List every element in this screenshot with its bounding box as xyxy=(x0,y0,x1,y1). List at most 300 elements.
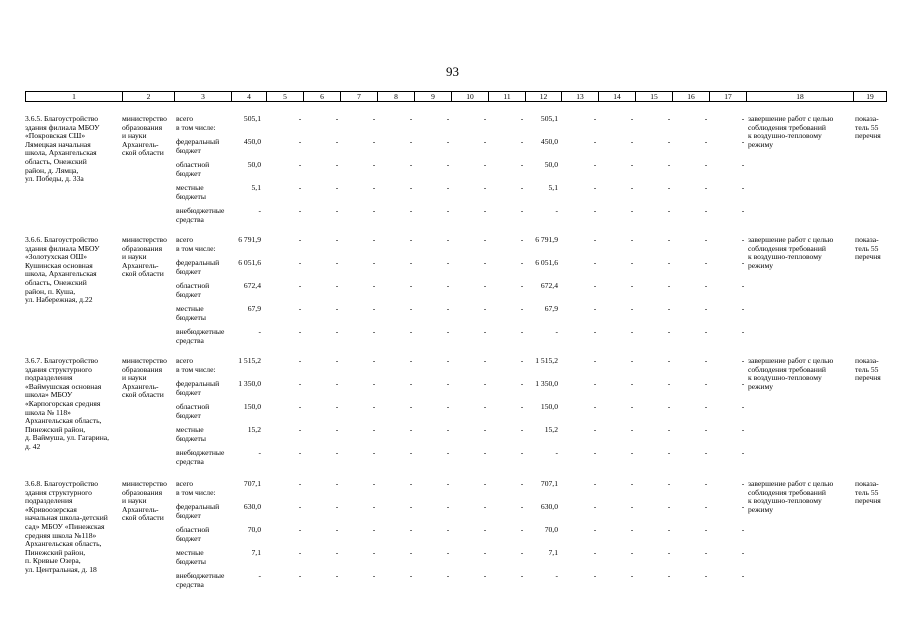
empty-value-dash: - xyxy=(520,548,524,557)
total-value: 70,0 xyxy=(247,525,261,534)
total-value: 672,4 xyxy=(243,281,261,290)
empty-value-dash: - xyxy=(372,304,376,313)
empty-value-dash: - xyxy=(630,327,634,336)
empty-value-dash: - xyxy=(372,502,376,511)
empty-value-dash: - xyxy=(298,304,302,313)
empty-value-dash: - xyxy=(372,281,376,290)
result-description: завершение работ с целью соблюдения требований к воздушно-тепловому режиму xyxy=(748,235,834,270)
empty-value-dash: - xyxy=(446,183,450,192)
empty-value-dash: - xyxy=(630,235,634,244)
column-12-value: 15,2 xyxy=(544,425,558,434)
empty-value-dash: - xyxy=(520,327,524,336)
total-value: 630,0 xyxy=(243,502,261,511)
empty-value-dash: - xyxy=(593,448,597,457)
executor: министерство образования и науки Архангель- ской области xyxy=(122,235,167,279)
empty-value-dash: - xyxy=(372,525,376,534)
empty-value-dash: - xyxy=(593,235,597,244)
empty-value-dash: - xyxy=(630,258,634,267)
empty-value-dash: - xyxy=(483,160,487,169)
empty-value-dash: - xyxy=(298,114,302,123)
empty-value-dash: - xyxy=(741,160,745,169)
empty-value-dash: - xyxy=(298,479,302,488)
empty-value-dash: - xyxy=(520,137,524,146)
funding-source-label: местные бюджеты xyxy=(176,548,206,566)
column-header-5: 5 xyxy=(267,92,304,102)
empty-value-dash: - xyxy=(446,571,450,580)
empty-value-dash: - xyxy=(741,183,745,192)
empty-value-dash: - xyxy=(409,479,413,488)
empty-value-dash: - xyxy=(335,183,339,192)
empty-value-dash: - xyxy=(593,356,597,365)
indicator: показа- тель 55 перечня xyxy=(855,235,881,262)
column-header-17: 17 xyxy=(710,92,747,102)
column-12-value: 6 791,9 xyxy=(535,235,558,244)
empty-value-dash: - xyxy=(483,525,487,534)
empty-value-dash: - xyxy=(704,235,708,244)
funding-source-label: федеральный бюджет xyxy=(176,379,220,397)
empty-value-dash: - xyxy=(446,502,450,511)
empty-value-dash: - xyxy=(741,502,745,511)
empty-value-dash: - xyxy=(630,114,634,123)
empty-value-dash: - xyxy=(446,114,450,123)
empty-value-dash: - xyxy=(593,258,597,267)
empty-value-dash: - xyxy=(741,304,745,313)
empty-value-dash: - xyxy=(667,137,671,146)
empty-value-dash: - xyxy=(630,479,634,488)
empty-value-dash: - xyxy=(667,327,671,336)
empty-value-dash: - xyxy=(704,571,708,580)
indicator: показа- тель 55 перечня xyxy=(855,114,881,141)
total-value: 150,0 xyxy=(243,402,261,411)
funding-source-label: всего в том числе: xyxy=(176,114,216,132)
empty-value-dash: - xyxy=(483,304,487,313)
empty-value-dash: - xyxy=(741,206,745,215)
empty-value-dash: - xyxy=(593,304,597,313)
empty-value-dash: - xyxy=(446,402,450,411)
empty-value-dash: - xyxy=(298,402,302,411)
empty-value-dash: - xyxy=(667,356,671,365)
column-header-13: 13 xyxy=(562,92,599,102)
executor: министерство образования и науки Архангель- ской области xyxy=(122,356,167,400)
empty-value-dash: - xyxy=(335,258,339,267)
empty-value-dash: - xyxy=(335,160,339,169)
empty-value-dash: - xyxy=(593,571,597,580)
empty-value-dash: - xyxy=(520,525,524,534)
empty-value-dash: - xyxy=(520,479,524,488)
total-value: - xyxy=(258,206,261,215)
empty-value-dash: - xyxy=(630,183,634,192)
empty-value-dash: - xyxy=(335,448,339,457)
empty-value-dash: - xyxy=(372,571,376,580)
empty-value-dash: - xyxy=(335,281,339,290)
page-number: 93 xyxy=(446,64,459,79)
column-12-value: 5,1 xyxy=(548,183,558,192)
empty-value-dash: - xyxy=(372,327,376,336)
column-header-19: 19 xyxy=(854,92,887,102)
empty-value-dash: - xyxy=(483,183,487,192)
empty-value-dash: - xyxy=(667,114,671,123)
total-value: 67,9 xyxy=(247,304,261,313)
empty-value-dash: - xyxy=(667,258,671,267)
empty-value-dash: - xyxy=(520,281,524,290)
total-value: - xyxy=(258,448,261,457)
empty-value-dash: - xyxy=(520,160,524,169)
empty-value-dash: - xyxy=(593,379,597,388)
empty-value-dash: - xyxy=(409,235,413,244)
column-12-value: 50,0 xyxy=(544,160,558,169)
empty-value-dash: - xyxy=(298,448,302,457)
empty-value-dash: - xyxy=(593,281,597,290)
empty-value-dash: - xyxy=(409,114,413,123)
empty-value-dash: - xyxy=(741,235,745,244)
empty-value-dash: - xyxy=(667,448,671,457)
empty-value-dash: - xyxy=(667,425,671,434)
empty-value-dash: - xyxy=(446,235,450,244)
empty-value-dash: - xyxy=(520,114,524,123)
funding-source-label: всего в том числе: xyxy=(176,356,216,374)
empty-value-dash: - xyxy=(298,160,302,169)
total-value: 707,1 xyxy=(243,479,261,488)
empty-value-dash: - xyxy=(409,525,413,534)
empty-value-dash: - xyxy=(704,304,708,313)
empty-value-dash: - xyxy=(667,304,671,313)
empty-value-dash: - xyxy=(741,356,745,365)
total-value: 1 515,2 xyxy=(238,356,261,365)
empty-value-dash: - xyxy=(409,356,413,365)
column-header-15: 15 xyxy=(636,92,673,102)
empty-value-dash: - xyxy=(372,548,376,557)
empty-value-dash: - xyxy=(372,160,376,169)
empty-value-dash: - xyxy=(704,402,708,411)
empty-value-dash: - xyxy=(298,137,302,146)
empty-value-dash: - xyxy=(372,448,376,457)
empty-value-dash: - xyxy=(630,425,634,434)
column-12-value: - xyxy=(555,327,558,336)
empty-value-dash: - xyxy=(593,206,597,215)
empty-value-dash: - xyxy=(704,502,708,511)
empty-value-dash: - xyxy=(372,402,376,411)
empty-value-dash: - xyxy=(667,548,671,557)
column-header-2: 2 xyxy=(123,92,175,102)
empty-value-dash: - xyxy=(704,258,708,267)
funding-source-label: федеральный бюджет xyxy=(176,258,220,276)
item-description: 3.6.5. Благоустройство здания филиала МБОУ «Покровская СШ» Лямецкая начальная школа, Архангельская область, Онежский район, д. Лямца, ул. Победы, д. 33а xyxy=(25,114,100,184)
empty-value-dash: - xyxy=(593,183,597,192)
empty-value-dash: - xyxy=(520,448,524,457)
empty-value-dash: - xyxy=(630,356,634,365)
empty-value-dash: - xyxy=(593,160,597,169)
empty-value-dash: - xyxy=(630,448,634,457)
funding-source-label: областной бюджет xyxy=(176,160,210,178)
empty-value-dash: - xyxy=(372,425,376,434)
column-12-value: 707,1 xyxy=(540,479,558,488)
column-header-18: 18 xyxy=(747,92,854,102)
empty-value-dash: - xyxy=(298,571,302,580)
empty-value-dash: - xyxy=(372,137,376,146)
total-value: - xyxy=(258,571,261,580)
empty-value-dash: - xyxy=(409,425,413,434)
empty-value-dash: - xyxy=(741,525,745,534)
empty-value-dash: - xyxy=(667,235,671,244)
column-12-value: 450,0 xyxy=(540,137,558,146)
empty-value-dash: - xyxy=(335,402,339,411)
item-description: 3.6.8. Благоустройство здания структурного подразделения «Кривоозерская начальная школа-детский сад» МБОУ «Пинежская средняя школа №118» Архангельская область, Пинежский район, п. Кривые Озера, ул. Центральная, д. 18 xyxy=(25,479,108,574)
empty-value-dash: - xyxy=(741,327,745,336)
empty-value-dash: - xyxy=(520,206,524,215)
funding-source-label: местные бюджеты xyxy=(176,304,206,322)
total-value: 15,2 xyxy=(247,425,261,434)
empty-value-dash: - xyxy=(446,379,450,388)
empty-value-dash: - xyxy=(335,425,339,434)
result-description: завершение работ с целью соблюдения требований к воздушно-тепловому режиму xyxy=(748,114,834,149)
empty-value-dash: - xyxy=(409,402,413,411)
program-item-block xyxy=(25,357,881,472)
funding-source-label: всего в том числе: xyxy=(176,235,216,253)
empty-value-dash: - xyxy=(483,281,487,290)
empty-value-dash: - xyxy=(593,327,597,336)
empty-value-dash: - xyxy=(741,479,745,488)
funding-source-label: областной бюджет xyxy=(176,525,210,543)
empty-value-dash: - xyxy=(335,114,339,123)
empty-value-dash: - xyxy=(446,425,450,434)
indicator: показа- тель 55 перечня xyxy=(855,479,881,506)
column-12-value: 7,1 xyxy=(548,548,558,557)
item-description: 3.6.6. Благоустройство здания филиала МБОУ «Золотухская ОШ» Кушинская основная школа, Архангельская область, Онежский район, п. Куша, ул. Набережная, д.22 xyxy=(25,235,100,305)
empty-value-dash: - xyxy=(704,379,708,388)
item-description: 3.6.7. Благоустройство здания структурного подразделения «Ваймушская основная школа» МБОУ «Карпогорская средняя школа № 118» Архангельская область, Пинежский район, д. Ваймуша, ул. Гагарина, д. 42 xyxy=(25,356,110,451)
program-item-block xyxy=(25,115,881,230)
empty-value-dash: - xyxy=(298,525,302,534)
empty-value-dash: - xyxy=(409,448,413,457)
empty-value-dash: - xyxy=(704,160,708,169)
empty-value-dash: - xyxy=(630,571,634,580)
total-value: 7,1 xyxy=(251,548,261,557)
empty-value-dash: - xyxy=(741,281,745,290)
empty-value-dash: - xyxy=(298,327,302,336)
empty-value-dash: - xyxy=(483,137,487,146)
column-12-value: - xyxy=(555,448,558,457)
empty-value-dash: - xyxy=(409,281,413,290)
empty-value-dash: - xyxy=(630,281,634,290)
empty-value-dash: - xyxy=(446,327,450,336)
empty-value-dash: - xyxy=(704,356,708,365)
empty-value-dash: - xyxy=(667,206,671,215)
empty-value-dash: - xyxy=(667,525,671,534)
empty-value-dash: - xyxy=(298,183,302,192)
empty-value-dash: - xyxy=(667,402,671,411)
empty-value-dash: - xyxy=(483,479,487,488)
column-header-1: 1 xyxy=(26,92,123,102)
empty-value-dash: - xyxy=(704,327,708,336)
empty-value-dash: - xyxy=(483,502,487,511)
empty-value-dash: - xyxy=(335,525,339,534)
empty-value-dash: - xyxy=(298,548,302,557)
total-value: 6 051,6 xyxy=(238,258,261,267)
total-value: 450,0 xyxy=(243,137,261,146)
empty-value-dash: - xyxy=(593,114,597,123)
empty-value-dash: - xyxy=(630,379,634,388)
empty-value-dash: - xyxy=(667,571,671,580)
total-value: 6 791,9 xyxy=(238,235,261,244)
funding-source-label: внебюджетные средства xyxy=(176,571,225,589)
funding-source-label: федеральный бюджет xyxy=(176,137,220,155)
column-12-value: 67,9 xyxy=(544,304,558,313)
empty-value-dash: - xyxy=(741,425,745,434)
empty-value-dash: - xyxy=(630,502,634,511)
empty-value-dash: - xyxy=(593,525,597,534)
empty-value-dash: - xyxy=(446,356,450,365)
empty-value-dash: - xyxy=(298,258,302,267)
empty-value-dash: - xyxy=(335,304,339,313)
total-value: 5,1 xyxy=(251,183,261,192)
empty-value-dash: - xyxy=(741,448,745,457)
column-header-7: 7 xyxy=(341,92,378,102)
empty-value-dash: - xyxy=(372,479,376,488)
empty-value-dash: - xyxy=(372,114,376,123)
program-item-block xyxy=(25,480,881,595)
empty-value-dash: - xyxy=(741,548,745,557)
column-header-4: 4 xyxy=(232,92,267,102)
empty-value-dash: - xyxy=(483,206,487,215)
empty-value-dash: - xyxy=(409,137,413,146)
column-12-value: - xyxy=(555,571,558,580)
empty-value-dash: - xyxy=(409,571,413,580)
empty-value-dash: - xyxy=(335,379,339,388)
funding-source-label: внебюджетные средства xyxy=(176,206,225,224)
empty-value-dash: - xyxy=(335,137,339,146)
empty-value-dash: - xyxy=(446,258,450,267)
empty-value-dash: - xyxy=(483,548,487,557)
column-12-value: 1 350,0 xyxy=(535,379,558,388)
empty-value-dash: - xyxy=(372,183,376,192)
empty-value-dash: - xyxy=(593,402,597,411)
empty-value-dash: - xyxy=(298,502,302,511)
empty-value-dash: - xyxy=(409,502,413,511)
empty-value-dash: - xyxy=(704,281,708,290)
empty-value-dash: - xyxy=(409,206,413,215)
program-item-block xyxy=(25,236,881,351)
empty-value-dash: - xyxy=(704,548,708,557)
column-12-value: 70,0 xyxy=(544,525,558,534)
empty-value-dash: - xyxy=(520,258,524,267)
empty-value-dash: - xyxy=(704,448,708,457)
empty-value-dash: - xyxy=(298,425,302,434)
empty-value-dash: - xyxy=(335,206,339,215)
empty-value-dash: - xyxy=(667,479,671,488)
empty-value-dash: - xyxy=(446,525,450,534)
empty-value-dash: - xyxy=(593,502,597,511)
result-description: завершение работ с целью соблюдения требований к воздушно-тепловому режиму xyxy=(748,356,834,391)
column-12-value: 630,0 xyxy=(540,502,558,511)
empty-value-dash: - xyxy=(446,304,450,313)
empty-value-dash: - xyxy=(483,258,487,267)
empty-value-dash: - xyxy=(593,137,597,146)
funding-source-label: местные бюджеты xyxy=(176,183,206,201)
empty-value-dash: - xyxy=(520,571,524,580)
empty-value-dash: - xyxy=(446,479,450,488)
empty-value-dash: - xyxy=(520,235,524,244)
empty-value-dash: - xyxy=(298,356,302,365)
empty-value-dash: - xyxy=(409,258,413,267)
column-12-value: 505,1 xyxy=(540,114,558,123)
empty-value-dash: - xyxy=(483,235,487,244)
empty-value-dash: - xyxy=(483,448,487,457)
result-description: завершение работ с целью соблюдения требований к воздушно-тепловому режиму xyxy=(748,479,834,514)
column-12-value: 150,0 xyxy=(540,402,558,411)
empty-value-dash: - xyxy=(520,304,524,313)
funding-source-label: областной бюджет xyxy=(176,402,210,420)
column-12-value: 6 051,6 xyxy=(535,258,558,267)
column-header-11: 11 xyxy=(489,92,526,102)
empty-value-dash: - xyxy=(446,206,450,215)
empty-value-dash: - xyxy=(741,571,745,580)
empty-value-dash: - xyxy=(741,402,745,411)
empty-value-dash: - xyxy=(298,206,302,215)
empty-value-dash: - xyxy=(335,479,339,488)
funding-source-label: областной бюджет xyxy=(176,281,210,299)
empty-value-dash: - xyxy=(704,114,708,123)
total-value: 1 350,0 xyxy=(238,379,261,388)
empty-value-dash: - xyxy=(335,571,339,580)
empty-value-dash: - xyxy=(630,206,634,215)
empty-value-dash: - xyxy=(409,548,413,557)
empty-value-dash: - xyxy=(335,327,339,336)
empty-value-dash: - xyxy=(446,281,450,290)
empty-value-dash: - xyxy=(630,137,634,146)
column-12-value: 1 515,2 xyxy=(535,356,558,365)
empty-value-dash: - xyxy=(520,356,524,365)
empty-value-dash: - xyxy=(630,548,634,557)
column-header-3: 3 xyxy=(175,92,232,102)
empty-value-dash: - xyxy=(335,356,339,365)
empty-value-dash: - xyxy=(704,525,708,534)
empty-value-dash: - xyxy=(483,327,487,336)
column-header-16: 16 xyxy=(673,92,710,102)
empty-value-dash: - xyxy=(446,160,450,169)
empty-value-dash: - xyxy=(298,379,302,388)
empty-value-dash: - xyxy=(741,258,745,267)
empty-value-dash: - xyxy=(741,114,745,123)
empty-value-dash: - xyxy=(704,137,708,146)
column-header-14: 14 xyxy=(599,92,636,102)
empty-value-dash: - xyxy=(483,571,487,580)
empty-value-dash: - xyxy=(409,160,413,169)
empty-value-dash: - xyxy=(520,379,524,388)
empty-value-dash: - xyxy=(667,160,671,169)
total-value: 505,1 xyxy=(243,114,261,123)
empty-value-dash: - xyxy=(372,356,376,365)
empty-value-dash: - xyxy=(335,548,339,557)
empty-value-dash: - xyxy=(630,525,634,534)
empty-value-dash: - xyxy=(520,502,524,511)
empty-value-dash: - xyxy=(372,258,376,267)
empty-value-dash: - xyxy=(298,235,302,244)
empty-value-dash: - xyxy=(483,356,487,365)
empty-value-dash: - xyxy=(446,137,450,146)
empty-value-dash: - xyxy=(667,379,671,388)
empty-value-dash: - xyxy=(630,160,634,169)
empty-value-dash: - xyxy=(741,379,745,388)
empty-value-dash: - xyxy=(667,502,671,511)
empty-value-dash: - xyxy=(409,379,413,388)
empty-value-dash: - xyxy=(593,425,597,434)
empty-value-dash: - xyxy=(446,548,450,557)
empty-value-dash: - xyxy=(372,379,376,388)
empty-value-dash: - xyxy=(704,206,708,215)
executor: министерство образования и науки Архангель- ской области xyxy=(122,114,167,158)
empty-value-dash: - xyxy=(335,235,339,244)
funding-source-label: местные бюджеты xyxy=(176,425,206,443)
